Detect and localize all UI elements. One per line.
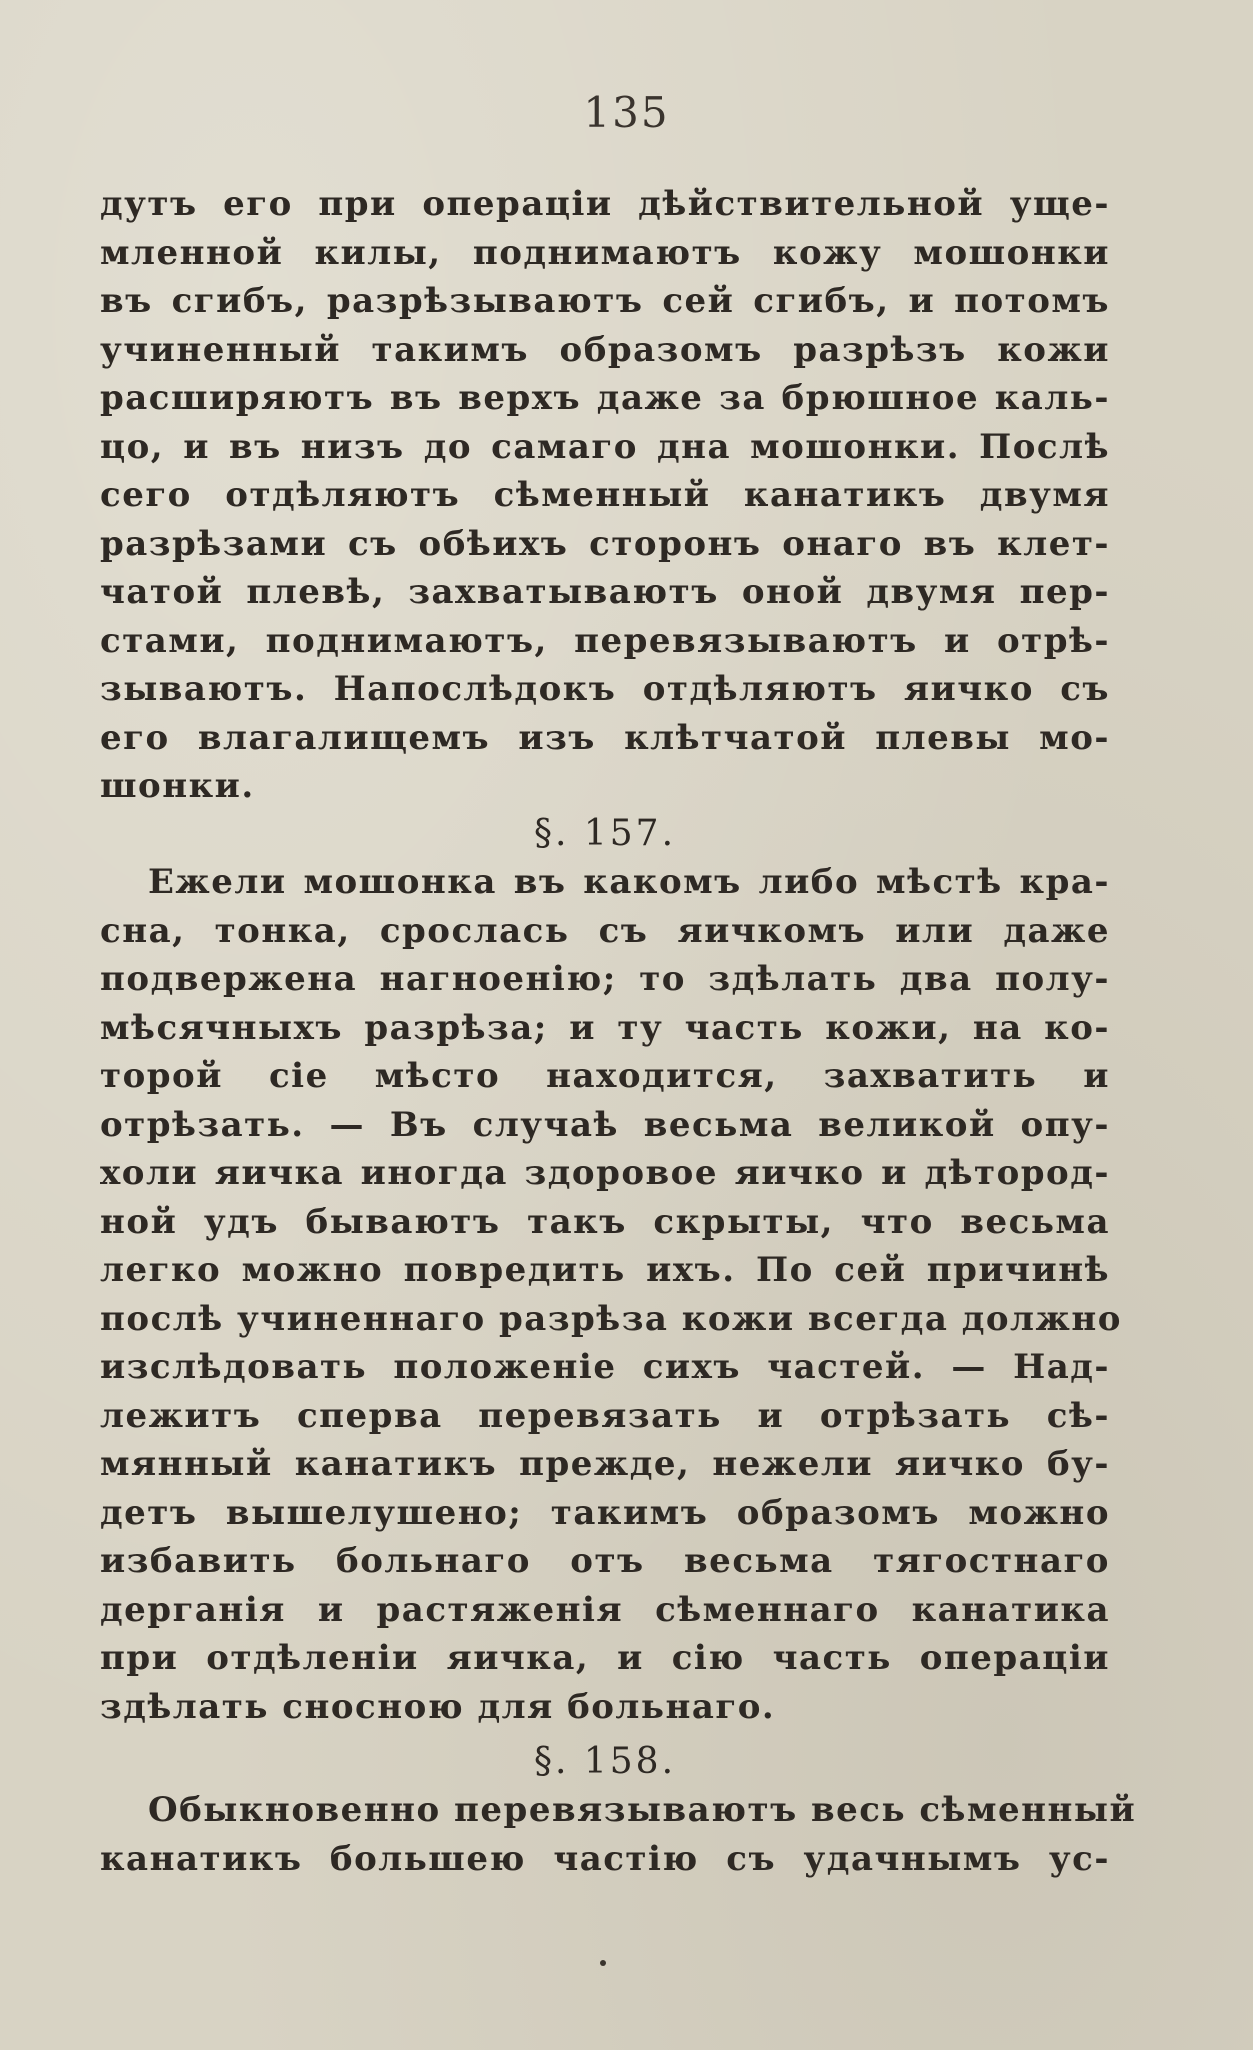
section-heading: §. 157.	[533, 813, 677, 854]
section-heading: §. 158.	[533, 1741, 677, 1782]
text-line: сна, тонка, срослась съ яичкомъ или даже	[100, 910, 1110, 951]
paragraph-3	[100, 1786, 1137, 1883]
section-158	[100, 1738, 1110, 1787]
text-line: канатикъ большею частію съ удачнымъ ус-	[100, 1838, 1110, 1879]
text-line: мленной килы, поднимаютъ кожу мошонки	[100, 232, 1110, 273]
text-line: мянный канатикъ прежде, нежели яичко бу-	[100, 1444, 1110, 1484]
text-line: детъ вышелушено; такимъ образомъ можно	[100, 1492, 1110, 1533]
text-line: послѣ учиненнаго разрѣза кожи всегда должно	[100, 1298, 1122, 1339]
text-line: его влагалищемъ изъ клѣтчатой плевы мо-	[100, 717, 1110, 758]
text-line: мѣсячныхъ разрѣза; и ту часть кожи, на ко-	[100, 1007, 1110, 1048]
text-line: разрѣзами съ обѣихъ сторонъ онаго въ клет-	[100, 523, 1110, 564]
text-line: подвержена нагноенію; то здѣлать два полу-	[100, 959, 1110, 999]
text-line: торой сіе мѣсто находится, захватить и	[100, 1056, 1110, 1096]
text-line: Обыкновенно перевязываютъ весь сѣменный	[148, 1790, 1137, 1830]
text-line: при отдѣленіи яичка, и сію часть операціи	[100, 1638, 1110, 1678]
ink-speck	[600, 1960, 606, 1966]
section-157	[100, 810, 1110, 859]
text-line: зываютъ. Напослѣдокъ отдѣляютъ яичко съ	[100, 669, 1110, 709]
text-line: сего отдѣляютъ сѣменный канатикъ двумя	[100, 475, 1110, 515]
text-line: шонки.	[100, 766, 255, 806]
text-line: дутъ его при операціи дѣйствительной уще-	[100, 184, 1110, 224]
text-line: лежитъ сперва перевязать и отрѣзать сѣ-	[100, 1395, 1110, 1436]
text-line: цо, и въ низъ до самаго дна мошонки. Послѣ	[100, 426, 1110, 467]
text-line: расширяютъ въ верхъ даже за брюшное каль-	[100, 378, 1110, 418]
text-line: дерганія и растяженія сѣменнаго канатика	[100, 1589, 1110, 1630]
text-line: ной удъ бываютъ такъ скрыты, что весьма	[100, 1201, 1110, 1242]
text-line: легко можно повредить ихъ. По сей причинѣ	[100, 1250, 1110, 1290]
text-line: стами, поднимаютъ, перевязываютъ и отрѣ-	[100, 620, 1110, 661]
text-line: отрѣзать. — Въ случаѣ весьма великой опу-	[100, 1104, 1110, 1145]
text-line: чатой плевѣ, захватываютъ оной двумя пер-	[100, 572, 1110, 612]
paragraph-1	[100, 180, 1110, 811]
text-line: холи яичка иногда здоровое яичко и дѣтород-	[100, 1153, 1110, 1193]
page-number: 135	[583, 88, 670, 137]
text-line: въ сгибъ, разрѣзываютъ сей сгибъ, и потомъ	[100, 281, 1110, 321]
text-line: учиненный такимъ образомъ разрѣзъ кожи	[100, 329, 1110, 370]
text-line: изслѣдовать положеніе сихъ частей. — Над-	[100, 1347, 1110, 1387]
text-line: Ежели мошонка въ какомъ либо мѣстѣ кра-	[148, 862, 1110, 902]
paragraph-2	[100, 858, 1122, 1731]
text-line: избавить больнаго отъ весьма тягостнаго	[100, 1541, 1110, 1581]
text-line: здѣлать сносною для больнаго.	[100, 1686, 776, 1727]
